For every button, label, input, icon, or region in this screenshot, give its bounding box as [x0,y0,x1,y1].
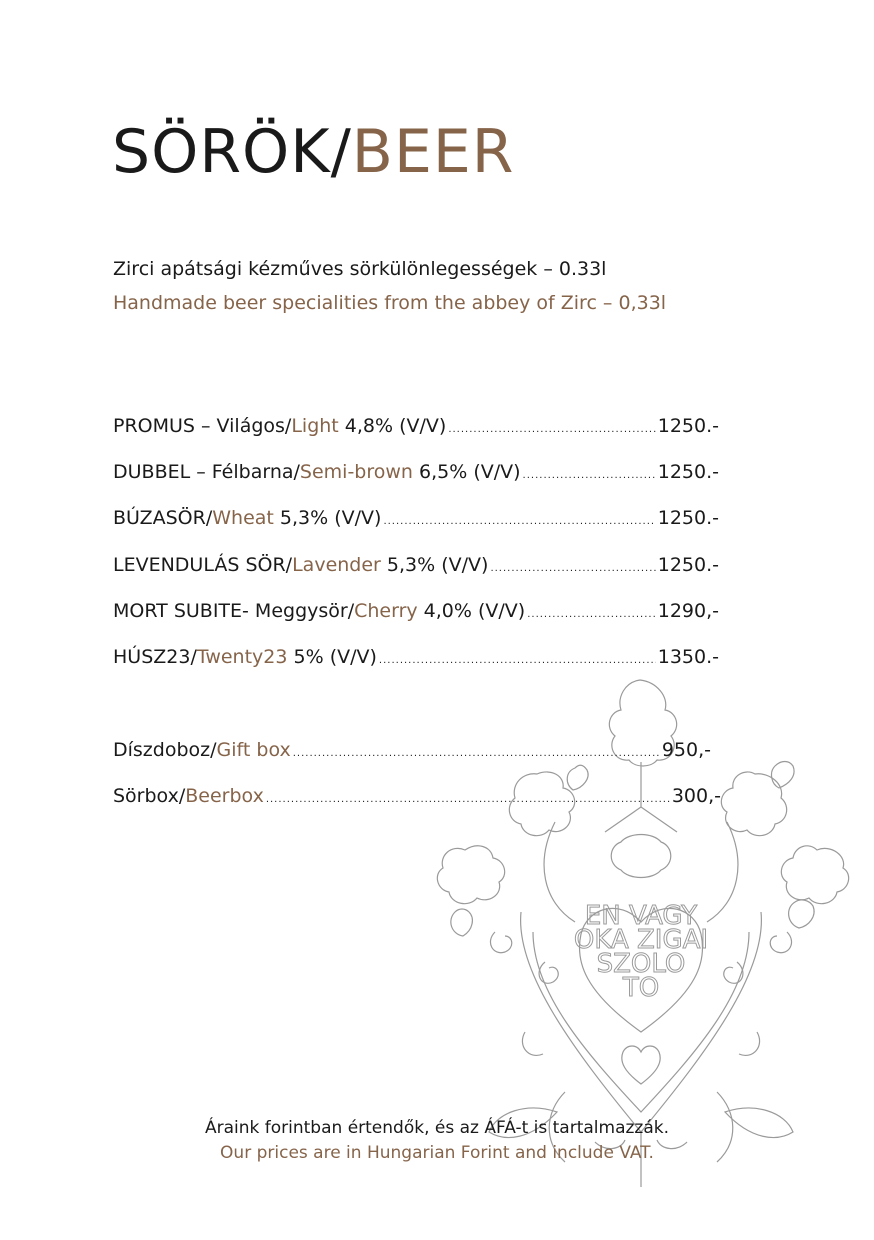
item-name-hungarian: LEVENDULÁS SÖR/ [113,554,293,576]
item-name-english: Lavender [292,554,381,576]
item-name-hungarian: Díszdoboz/ [113,739,217,761]
item-price: 300,- [671,785,721,807]
item-abv: 6,5% (V/V) [412,461,521,483]
item-name-english: Light [291,415,339,437]
item-price: 1350.- [657,646,719,668]
dot-leader [527,601,656,629]
item-abv: 5% (V/V) [287,646,377,668]
item-price: 1250.- [657,461,719,483]
item-abv: 4,0% (V/V) [417,600,526,622]
menu-item-buzasor [113,504,719,532]
item-name-hungarian: BÚZASÖR/ [113,507,213,529]
subtitle-english: Handmade beer specialities from the abbey of Zirc – 0,33l [113,292,667,314]
item-price: 1250.- [657,507,719,529]
item-abv: 5,3% (V/V) [380,554,489,576]
dot-leader [490,555,655,583]
dot-leader [293,740,660,768]
item-label [113,597,525,625]
title-english: BEER [351,117,515,187]
item-price: 1250.- [657,415,719,437]
item-name-english: Wheat [212,507,274,529]
item-price: 950,- [661,739,711,761]
item-abv: 5,3% (V/V) [273,507,382,529]
item-name-hungarian: HÚSZ23/ [113,646,197,668]
item-label [113,736,291,764]
footer-note-english: Our prices are in Hungarian Forint and include VAT. [220,1143,654,1163]
item-name-hungarian: PROMUS – Világos/ [113,415,292,437]
item-price: 1290,- [657,600,719,622]
subtitle-hungarian: Zirci apátsági kézműves sörkülönlegességek – 0.33l [113,258,607,280]
dot-leader [383,508,655,536]
page-title [112,112,514,192]
item-name-english: Gift box [216,739,291,761]
menu-item-husz23 [113,643,719,671]
menu-item-mort-subite [113,597,719,625]
menu-item-gift-box [113,736,711,764]
menu-item-beerbox [113,782,721,810]
dot-leader [523,462,656,490]
item-label [113,782,264,810]
crest-text-line-1: EN VAGY [584,901,698,931]
title-hungarian: SÖRÖK/ [112,117,352,187]
item-name-english: Cherry [354,600,418,622]
item-name-english: Twenty23 [196,646,288,668]
item-label [113,412,446,440]
item-label [113,551,488,579]
crest-text-line-3: SZOLO [596,949,686,979]
menu-item-dubbel [113,458,719,486]
item-price: 1250.- [657,554,719,576]
item-label [113,458,521,486]
item-name-hungarian: DUBBEL – Félbarna/ [113,461,300,483]
dot-leader [448,416,655,444]
item-name-english: Beerbox [185,785,264,807]
crest-text-line-4: TO [622,973,660,1003]
item-name-hungarian: MORT SUBITE- Meggysör/ [113,600,355,622]
footer-note-hungarian: Áraink forintban értendők, és az ÁFÁ-t is tartalmazzák. [204,1118,670,1138]
menu-item-promus [113,412,719,440]
dot-leader [266,786,670,814]
item-abv: 4,8% (V/V) [338,415,447,437]
dot-leader [379,647,656,675]
menu-item-levendulas [113,551,719,579]
item-label [113,643,377,671]
item-label [113,504,381,532]
item-name-english: Semi-brown [299,461,413,483]
item-name-hungarian: Sörbox/ [113,785,186,807]
crest-text-line-2: OKA ZIGAI [573,925,709,955]
